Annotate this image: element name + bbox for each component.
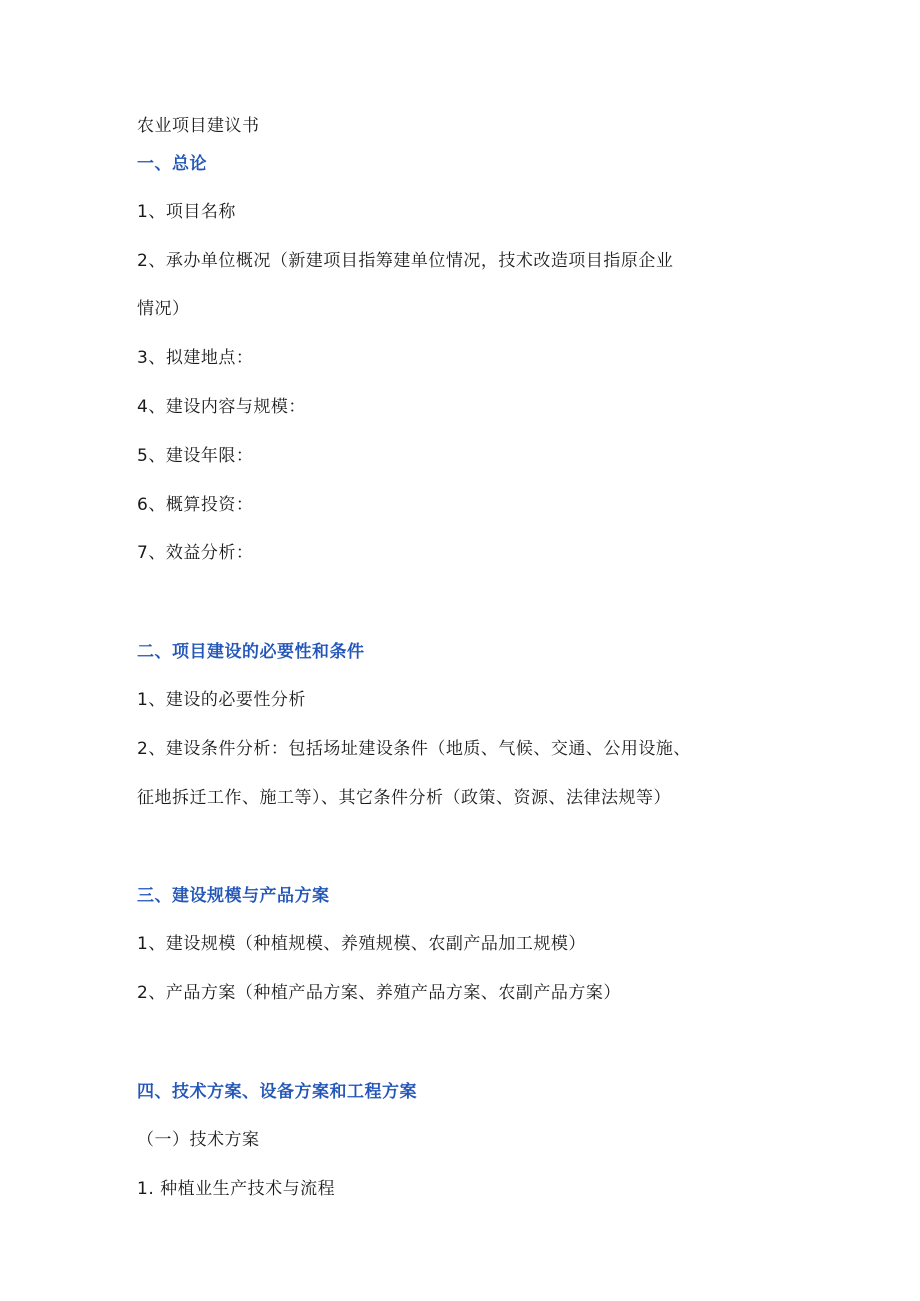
paragraph: 1、项目名称 (137, 202, 236, 222)
paragraph: 3、拟建地点： (137, 348, 254, 368)
paragraph: 7、效益分析： (137, 543, 254, 563)
paragraph: 4、建设内容与规模： (137, 397, 306, 417)
section-heading-3: 三、建设规模与产品方案 (137, 886, 330, 906)
paragraph: 6、概算投资： (137, 495, 254, 515)
paragraph: 征地拆迁工作、施工等）、其它条件分析（政策、资源、法律法规等） (137, 788, 671, 808)
paragraph: 2、建设条件分析：包括场址建设条件（地质、气候、交通、公用设施、 (137, 739, 691, 759)
section-heading-4: 四、技术方案、设备方案和工程方案 (137, 1082, 417, 1102)
paragraph: 情况） (137, 299, 190, 319)
paragraph: 5、建设年限： (137, 446, 254, 466)
paragraph: （一）技术方案 (137, 1130, 260, 1150)
section-heading-1: 一、总论 (137, 154, 207, 174)
section-heading-2: 二、项目建设的必要性和条件 (137, 642, 365, 662)
paragraph: 2、承办单位概况（新建项目指筹建单位情况，技术改造项目指原企业 (137, 251, 674, 271)
document-title: 农业项目建议书 (137, 116, 260, 136)
paragraph: 1、建设规模（种植规模、养殖规模、农副产品加工规模） (137, 934, 586, 954)
paragraph: 1. 种植业生产技术与流程 (137, 1179, 336, 1199)
paragraph: 2、产品方案（种植产品方案、养殖产品方案、农副产品方案） (137, 983, 621, 1003)
paragraph: 1、建设的必要性分析 (137, 690, 306, 710)
